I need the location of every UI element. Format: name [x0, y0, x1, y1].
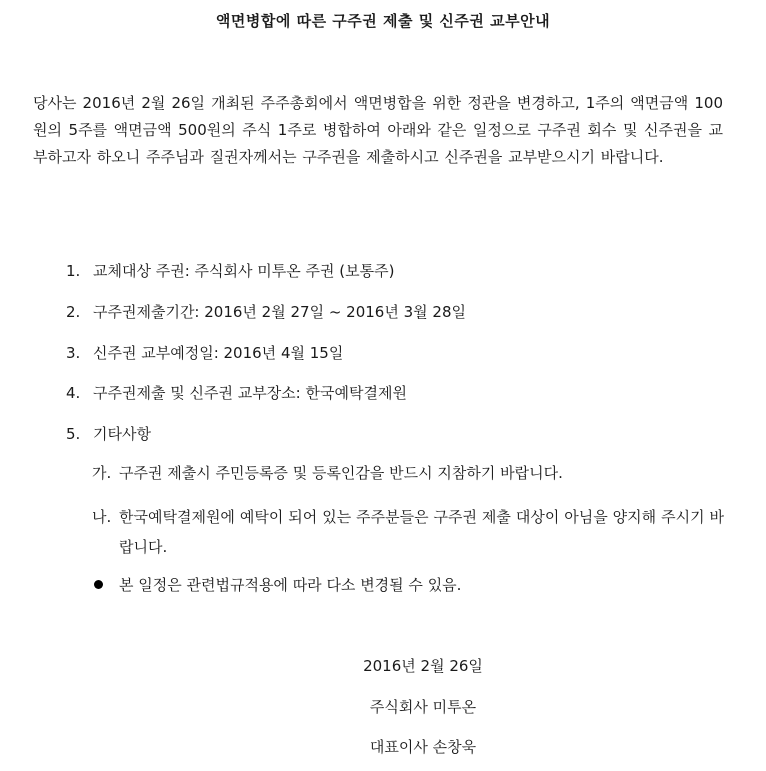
intro-paragraph: 당사는 2016년 2월 26일 개최된 주주총회에서 액면병합을 위한 정관을 변경하고, 1주의 액면금액 100원의 5주를 액면금액 500원의 주식 1주로 병합하여 아래와 같은 일정으로 구주권 회수 및 신주권을 교부하고자 하오니 주주님과 질권자께서는 구주권을 제출하시고 신주권을 교부받으시기 바랍니다.	[33, 94, 723, 166]
signature-ceo: 대표이사 손창욱	[369, 738, 477, 756]
list-item	[66, 260, 394, 282]
list-item-text: 기타사항	[93, 425, 151, 443]
sub-item	[92, 458, 724, 488]
list-item	[66, 342, 343, 364]
sub-item-text: 구주권 제출시 주민등록증 및 등록인감을 반드시 지참하기 바랍니다.	[119, 464, 563, 482]
list-item-text: 구주권제출 및 신주권 교부장소: 한국예탁결제원	[93, 384, 407, 402]
list-item-text: 교체대상 주권: 주식회사 미투온 주권 (보통주)	[93, 262, 395, 280]
sub-item	[92, 502, 724, 562]
list-item-number: 1.	[66, 262, 81, 280]
bullet-icon	[94, 580, 103, 589]
list-item	[66, 423, 151, 445]
sub-item-marker: 가.	[92, 464, 112, 482]
list-item-text: 구주권제출기간: 2016년 2월 27일 ~ 2016년 3월 28일	[93, 303, 466, 321]
signature-date: 2016년 2월 26일	[363, 657, 483, 675]
notice-title: 액면병합에 따른 구주권 제출 및 신주권 교부안내	[215, 12, 551, 30]
list-item	[66, 382, 407, 404]
list-item-number: 5.	[66, 425, 81, 443]
signature-company: 주식회사 미투온	[369, 698, 477, 716]
list-item-number: 4.	[66, 384, 81, 402]
list-item-text: 신주권 교부예정일: 2016년 4월 15일	[93, 344, 344, 362]
list-item	[66, 301, 466, 323]
sub-item-marker: 나.	[92, 508, 112, 526]
sub-item-text: 한국예탁결제원에 예탁이 되어 있는 주주분들은 구주권 제출 대상이 아님을 양지해 주시기 바랍니다.	[119, 508, 724, 556]
list-item-number: 2.	[66, 303, 81, 321]
bullet-note: 본 일정은 관련법규적용에 따라 다소 변경될 수 있음.	[119, 576, 462, 594]
list-item-number: 3.	[66, 344, 81, 362]
